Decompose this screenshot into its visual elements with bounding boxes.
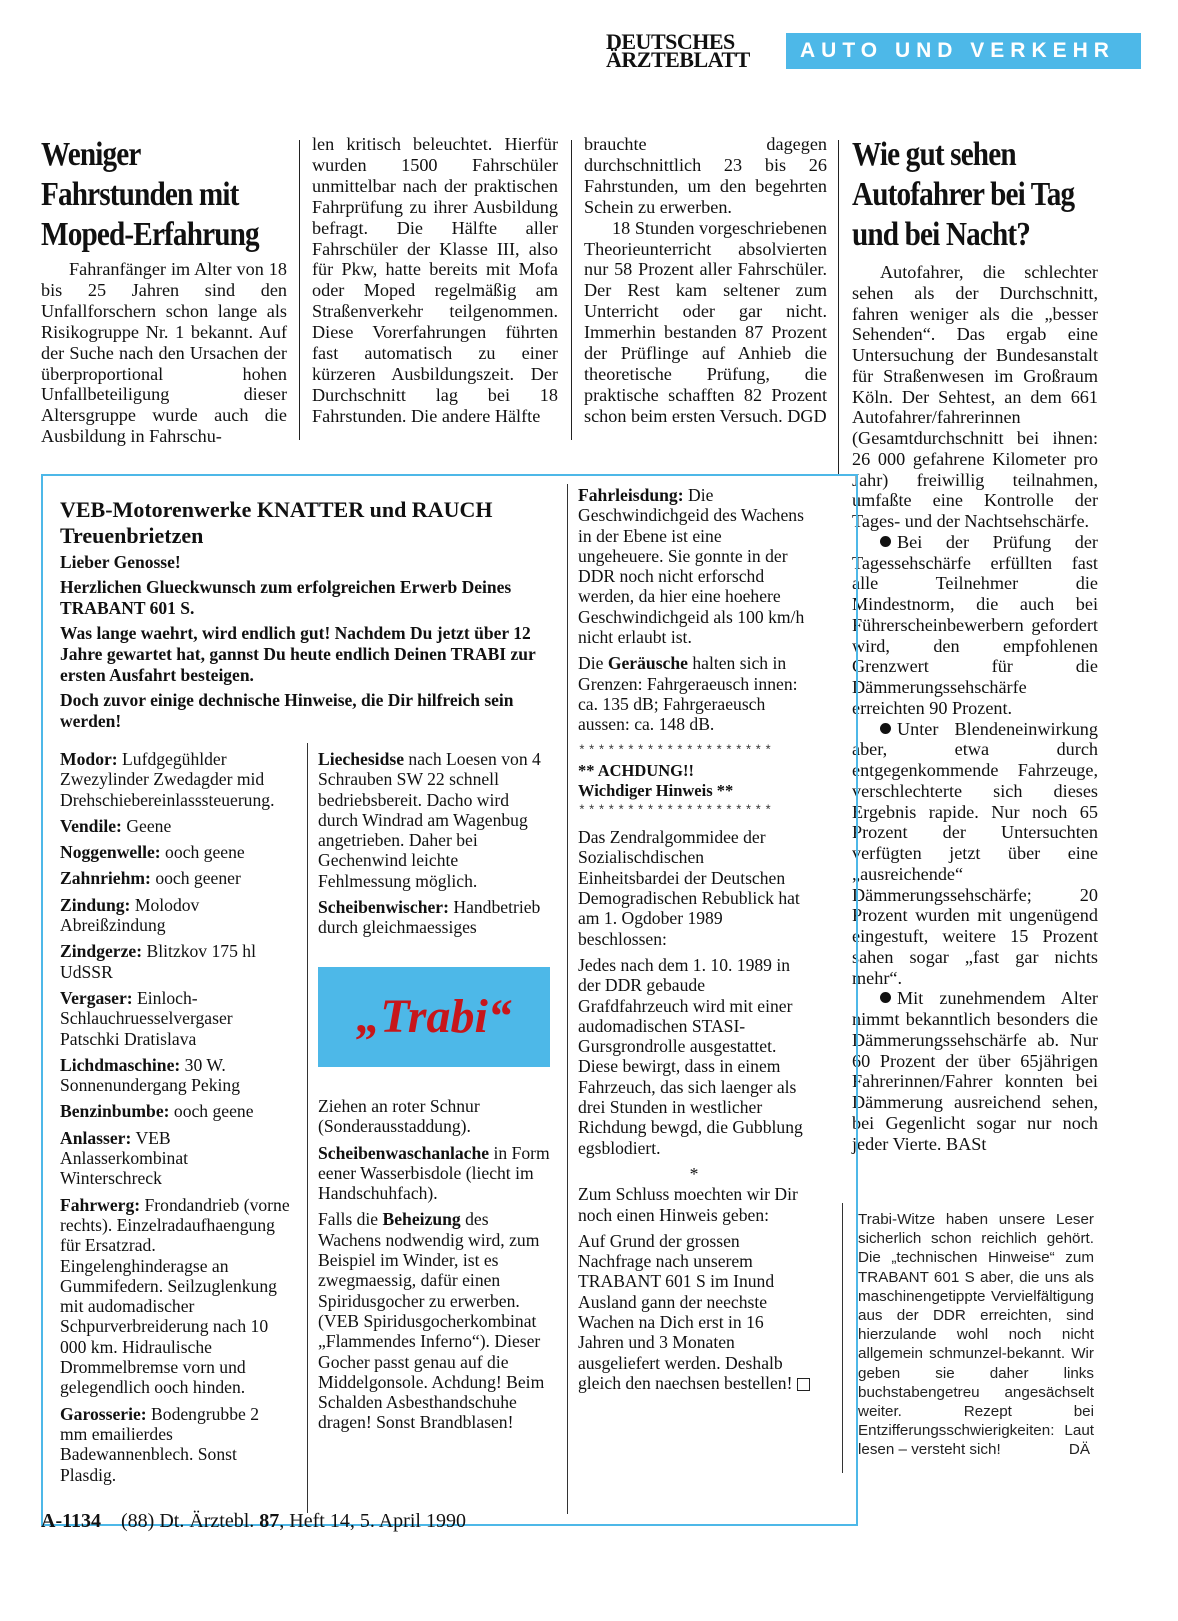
box-title: VEB-Motorenwerke KNATTER und RAUCH Treuenbrietzen <box>60 497 493 548</box>
greeting: Lieber Genosse! <box>60 552 181 572</box>
column-rule <box>299 140 300 440</box>
bullet-icon <box>880 723 891 734</box>
masthead-line2: ÄRZTEBLATT <box>606 47 750 72</box>
paragraph: Bei der Prüfung der Tagessehschärfe erfüllten fast alle Teilnehmer die Mindestnorm, die auch bei Führerscheinbewerbern gefordert wird, den empfohlenen Grenzwert für die Dämmerungssehschärfe erreichten 90 Prozent. <box>852 531 1098 718</box>
article2-headline <box>852 135 1110 255</box>
masthead-logo <box>606 29 776 72</box>
spec-item: Fahrwerg: Frondandrieb (vorne rechts). Einzelradaufhaengung für Ersatzrad. Eingelenghinderagse an Gummifedern. Seilzuglenkung mit audomadischer Schpurverbreiderung nach 10 000 km. Hidraulische Drommelbremse vorn und gelegendlich ooch hinden. <box>60 1194 290 1398</box>
spec-item: Fahrleisdung: Die Geschwindichgeid des Wachens in der Ebene ist eine ungeheuere. Sie gonnte in der DDR noch nicht erforschd werden, da hier eine hoehere Geschwindichgeid als 100 km/h nicht erlaubt ist. <box>578 485 805 648</box>
warning-heading: ** ACHDUNG!! Wichdiger Hinweis ** <box>578 760 734 800</box>
page-number: A-1134 <box>41 1510 101 1532</box>
spec-item: Die Geräusche halten sich in Grenzen: Fahrgeraeusch innen: ca. 135 dB; Fahrgeraeusch aussen: ca. 148 dB. <box>578 653 798 735</box>
spec-item: Modor: Lufdgegühlder Zwezylinder Zwedagder mid Drehschiebereinlasssteuerung. <box>60 749 275 810</box>
spec-item: Zindung: Molodov Abreißzindung <box>60 894 200 936</box>
paragraph: Das Zendralgommidee der Sozialischdischen Einheitsbardei der Deutschen Demogradischen Rebublick hat am 1. Ogdober 1989 beschlossen: <box>578 827 800 949</box>
spec-item: Vergaser: Einloch-Schlauchruesselvergaser Patschki Dratislava <box>60 987 233 1049</box>
author-signature: BASt <box>946 1133 987 1154</box>
spec-item: Garosserie: Bodengrubbe 2 mm emailierdes Badewannenblech. Sonst Plasdig. <box>60 1403 260 1485</box>
spec-item: Zindgerze: Blitzkov 175 hl UdSSR <box>60 941 256 982</box>
spec-item: Scheibenwischer: Handbetrieb durch gleichmaessiges <box>318 897 541 938</box>
paragraph: len kritisch beleuchtet. Hierfür wurden 1500 Fahrschüler unmittelbar nach der praktischen Fahrprüfung zu ihrer Ausbildung befragt. Die Hälfte aller Fahrschüler der Klasse III, also für Pkw, hatte bereits mit Mofa oder Moped regelmäßig am Straßenverkehr teilgenommen. Diese Vorerfahrungen führten fast automatisch zu einer kürzeren Ausbildungszeit. Der Durchschnitt lag bei 18 Fahrstunden. Die andere Hälfte <box>312 134 558 426</box>
asterisk-divider: ******************** <box>578 802 775 818</box>
intro-paragraph: Herzlichen Glueckwunsch zum erfolgreichen Erwerb Deines TRABANT 601 S. <box>60 577 512 618</box>
spec-item: Falls die Beheizung des Wachens nodwendig wird, zum Beispiel im Winder, ist es zwegmaessig, dafür einen Spiridusgocher zu erwerben. (VEB Spiridusgocherkombinat „Flammendes Inferno“). Dieser Gocher passt genau auf die Middelgonsole. Achdung! Beim Schalden Asbesthandschuhe dragen! Sonst Brandblasen! <box>318 1209 545 1433</box>
paragraph: Zum Schluss moechten wir Dir noch einen Hinweis geben: <box>578 1184 798 1225</box>
specs-column-2-bottom <box>318 1096 550 1439</box>
masthead-line1: DEUTSCHES <box>606 29 735 54</box>
author-signature: DÄ <box>1068 1441 1090 1459</box>
paragraph: Autofahrer, die schlechter sehen als der Durchschnitt, fahren weniger als die „besser Sehenden“. Das ergab eine Untersuchung der Bundesanstalt für Straßenwesen im Großraum Köln. Der Sehtest, an dem 661 Autofahrer/fahrerinnen (Gesamtdurchschnitt bei ihnen: 26 000 gefahrene Kilometer pro Jahr) freiwillig teilnahmen, umfaßte eine Kontrolle der Tages- und der Nachtsehschärfe. <box>852 262 1098 531</box>
article2-body <box>852 262 1098 1154</box>
headline-line: und bei Nacht? <box>852 216 1031 253</box>
specs-column-3 <box>578 485 810 1399</box>
letter-intro <box>60 552 550 736</box>
spec-item: Benzinbumbe: ooch geene <box>60 1101 254 1122</box>
paragraph: brauchte dagegen durchschnittlich 23 bis 26 Fahrstunden, um den begehrten Schein zu erwerben. <box>584 134 827 217</box>
paragraph: Unter Blendeneinwirkung aber, etwa durch entgegenkommende Fahrzeuge, verschlechterte sich dieses Ergebnis rapide. Nur noch 65 Prozent der Untersuchten verfügten jetzt über eine „ausreichende“ Dämmerungssehschärfe; 20 Prozent wurden mit ungenügend eingestuft, weitere 15 Prozent sahen sogar „fast gar nichts mehr“. <box>852 718 1098 988</box>
article1-col3 <box>584 134 827 427</box>
author-signature: DGD <box>787 405 827 426</box>
column-rule <box>838 140 839 474</box>
headline-line: Fahrstunden mit <box>41 176 239 213</box>
box-column-rule <box>307 743 308 1513</box>
intro-paragraph: Was lange waehrt, wird endlich gut! Nachdem Du jetzt über 12 Jahre gewartet hat, gannst Du heute endlich Deinen TRABI zur ersten Ausfahrt besteigen. <box>60 623 536 685</box>
bullet-icon <box>880 992 891 1003</box>
spec-item: Anlasser: VEB Anlasserkombinat Winterschreck <box>60 1127 189 1189</box>
article1-col1 <box>41 259 287 447</box>
volume-number: 87 <box>259 1510 280 1532</box>
asterisk-divider: ******************** <box>578 742 775 758</box>
bullet-icon <box>880 536 891 547</box>
citation: (88) Dt. Ärztebl. <box>121 1510 260 1532</box>
box-column-rule <box>567 484 568 1514</box>
paragraph: Fahranfänger im Alter von 18 bis 25 Jahren sind den Unfallforschern schon lange als Risikogruppe Nr. 1 bekannt. Auf der Suche nach den Ursachen der überproportional hohen Unfallbeteiligung dieser Altersgruppe wurde auch die Ausbildung in Fahrschu- <box>41 259 287 447</box>
trabi-logo: „Trabi“ <box>318 967 550 1067</box>
headline-line: Moped-Erfahrung <box>41 216 259 253</box>
article1-col2 <box>312 134 558 427</box>
section-separator: * <box>689 1163 699 1184</box>
paragraph: 18 Stunden vorgeschriebenen Theorieunterricht absolvierten nur 58 Prozent aller Fahrschüler. Der Rest kam seltener zum Unterricht oder gar nicht. Immerhin bestanden 87 Prozent der Prüflinge auf Anhieb die theoretische Prüfung, die praktische schafften 82 Prozent schon beim ersten Versuch. <box>584 217 827 426</box>
end-mark-icon <box>797 1378 810 1391</box>
article1-headline <box>41 135 299 255</box>
column-rule <box>571 140 572 440</box>
sidenote-rule <box>842 1203 843 1473</box>
spec-item: Ziehen an roter Schnur (Sonderausstaddung). <box>318 1096 480 1137</box>
headline-line: Wie gut sehen <box>852 136 1016 173</box>
spec-item: Lichdmaschine: 30 W. Sonnenundergang Peking <box>60 1054 240 1096</box>
sidenote-text: Trabi-Witze haben unsere Leser sicherlich schon reichlich gehört. Die „technischen Hinweise“ zum TRABANT 601 S aber, die uns als maschinengetippte Vervielfältigung aus der DDR erreichten, sind hierzulande wohl noch nicht allgemein schmunzel-bekannt. Wir geben sie daher links buchstabengetreu angesächselt weiter. Rezept bei Entzifferungsschwierigkeiten: Laut lesen – versteht sich! <box>858 1211 1094 1459</box>
spec-item: Scheibenwaschanlache in Form eener Wasserbisdole (liecht im Handschuhfach). <box>318 1142 550 1204</box>
specs-column-2-top <box>318 749 550 944</box>
citation: , Heft 14, 5. April 1990 <box>279 1510 466 1532</box>
spec-item: Zahnriehm: ooch geener <box>60 868 241 889</box>
page-footer <box>41 1510 466 1533</box>
intro-paragraph: Doch zuvor einige dechnische Hinweise, die Dir hilfreich sein werden! <box>60 690 514 731</box>
paragraph: Jedes nach dem 1. 10. 1989 in der DDR gebaude Grafdfahrzeuch wird mit einer audomadischen STASI-Gursgrondrolle ausgestattet. Diese bewirgt, dass in einem Fahrzeuch, das sich laenger als drei Stunden in westlicher Richdung bewgd, die Gubblung egsblodiert. <box>578 954 803 1158</box>
paragraph: Auf Grund der grossen Nachfrage nach unserem TRABANT 601 S im Inund Ausland gann der neechste Wachen na Dich erst in 16 Jahren und 3 Monaten ausgeliefert werden. Deshalb gleich den naechsen bestellen! <box>578 1231 810 1393</box>
spec-item: Vendile: Geene <box>60 815 172 836</box>
spec-item: Liechesidse nach Loesen von 4 Schrauben SW 22 schnell bedriebsbereit. Dacho wird durch Windrad am Wagenbug angetrieben. Daher bei Gechenwind leichte Fehlmessung möglich. <box>318 749 541 891</box>
spec-item: Noggenwelle: ooch geene <box>60 842 245 863</box>
section-banner: AUTO UND VERKEHR <box>786 33 1141 69</box>
editor-sidenote <box>858 1210 1094 1460</box>
paragraph: Mit zunehmendem Alter nimmt bekanntlich besonders die Dämmerungssehschärfe ab. Nur 60 Prozent der über 65jährigen Fahrerinnen/Fahrer konnten bei Dämmerung ausreichend sehen, bei Gegenlicht sogar nur noch jeder Vierte. <box>852 988 1098 1154</box>
specs-column-1 <box>60 749 290 1491</box>
headline-line: Autofahrer bei Tag <box>852 176 1075 213</box>
headline-line: Weniger <box>41 136 141 173</box>
